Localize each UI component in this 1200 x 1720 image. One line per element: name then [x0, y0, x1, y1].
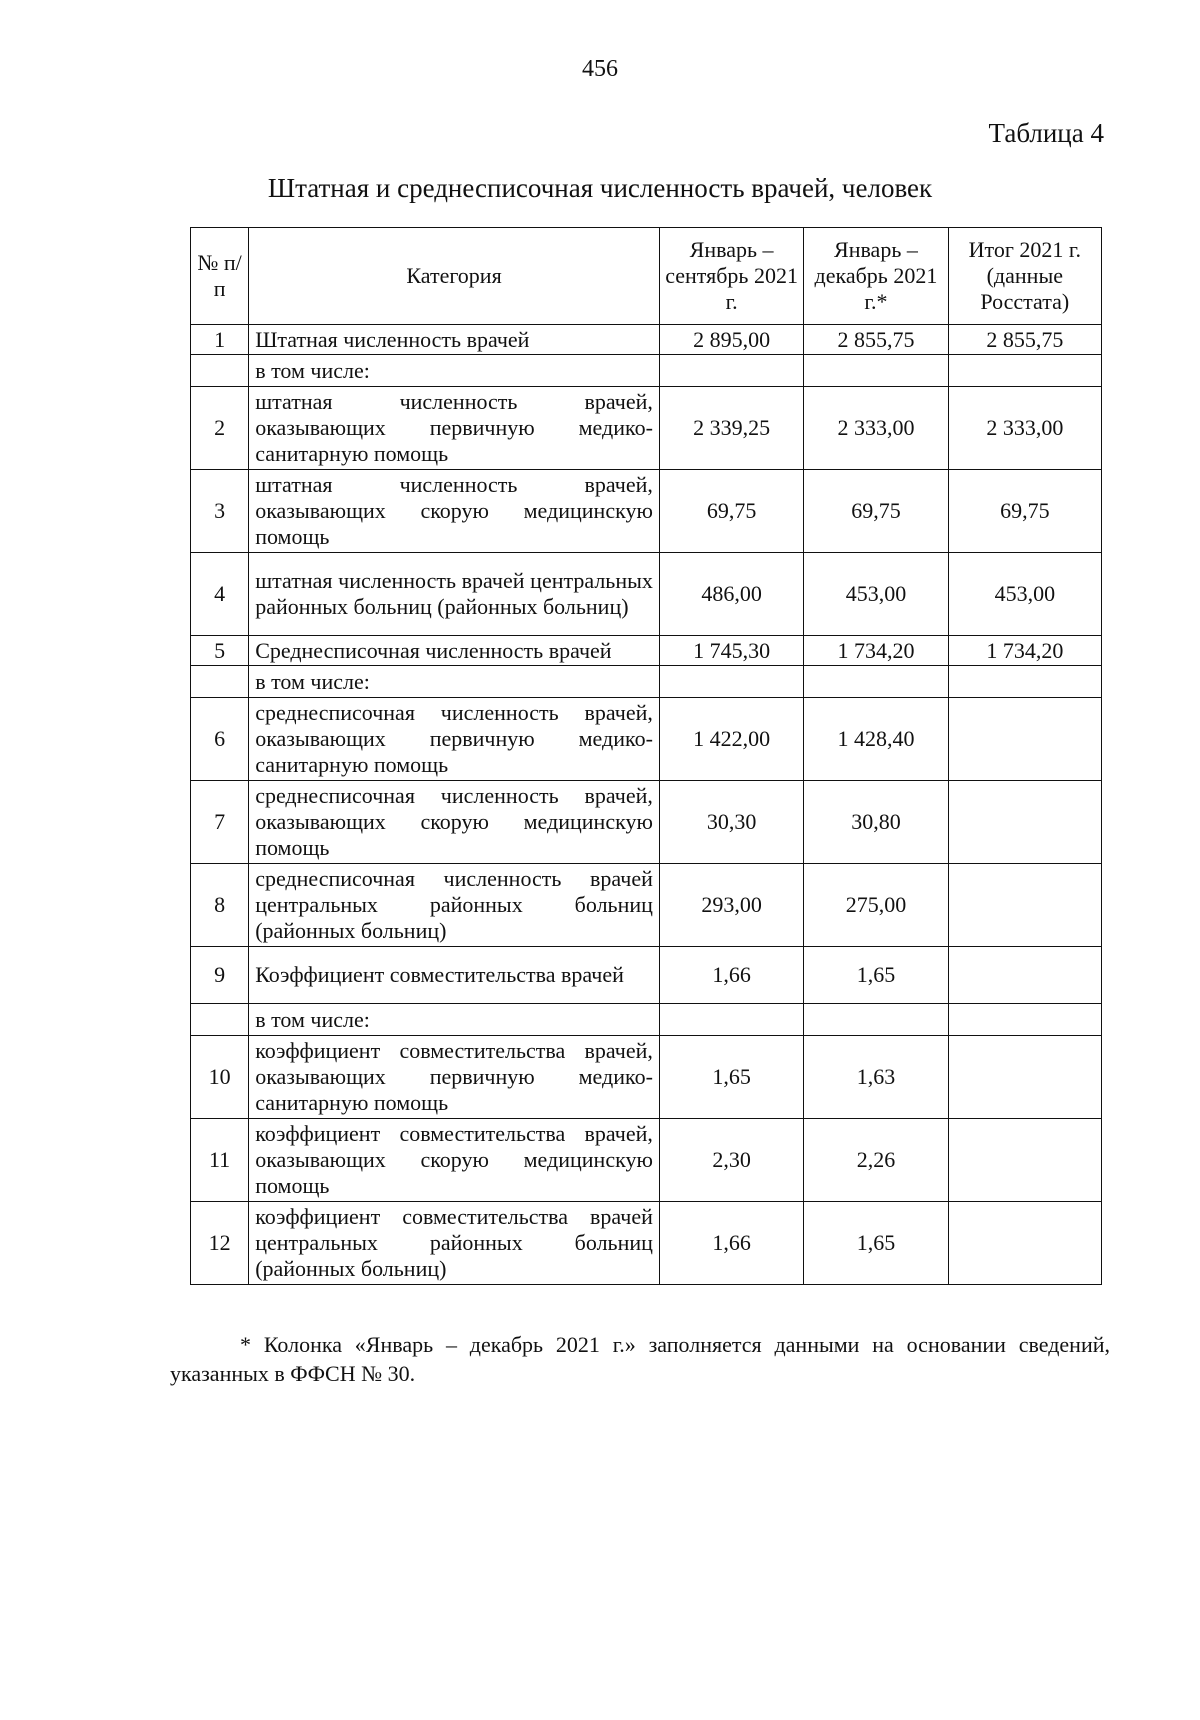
row-number: 1 — [191, 325, 249, 355]
value-total — [948, 947, 1101, 1004]
value-total — [948, 781, 1101, 864]
header-total-rosstat: Итог 2021 г. (данные Росстата) — [948, 228, 1101, 325]
value-jan-dec: 1 734,20 — [804, 636, 948, 666]
row-category: среднесписочная численность врачей, оказывающих скорую медицинскую помощь — [249, 781, 660, 864]
value-total: 1 734,20 — [948, 636, 1101, 666]
row-number: 9 — [191, 947, 249, 1004]
value-jan-dec: 2 855,75 — [804, 325, 948, 355]
row-number: 2 — [191, 387, 249, 470]
table-row — [191, 666, 1102, 698]
table-row — [191, 1036, 1102, 1119]
table-row — [191, 1004, 1102, 1036]
value-jan-dec: 30,80 — [804, 781, 948, 864]
value-total: 2 333,00 — [948, 387, 1101, 470]
page-number: 456 — [582, 56, 618, 82]
row-number: 8 — [191, 864, 249, 947]
table-row — [191, 636, 1102, 666]
table-row — [191, 781, 1102, 864]
row-category: Среднесписочная численность врачей — [249, 636, 660, 666]
value-total — [948, 698, 1101, 781]
header-jan-sep: Январь – сентябрь 2021 г. — [659, 228, 803, 325]
value-jan-sep: 69,75 — [659, 470, 803, 553]
table-row — [191, 470, 1102, 553]
row-number: 5 — [191, 636, 249, 666]
row-category: штатная численность врачей, оказывающих скорую медицинскую помощь — [249, 470, 660, 553]
row-category: коэффициент совместительства врачей центральных районных больниц (районных больниц) — [249, 1202, 660, 1285]
value-jan-dec: 1,65 — [804, 947, 948, 1004]
row-number — [191, 355, 249, 387]
value-jan-dec: 1 428,40 — [804, 698, 948, 781]
table-row — [191, 355, 1102, 387]
value-jan-sep: 1,66 — [659, 947, 803, 1004]
value-jan-sep: 30,30 — [659, 781, 803, 864]
header-category: Категория — [249, 228, 660, 325]
table-row — [191, 1119, 1102, 1202]
header-jan-dec: Январь – декабрь 2021 г.* — [804, 228, 948, 325]
value-jan-sep — [659, 355, 803, 387]
row-number: 10 — [191, 1036, 249, 1119]
value-total — [948, 1202, 1101, 1285]
table-label: Таблица 4 — [988, 118, 1104, 148]
row-category: штатная численность врачей центральных районных больниц (районных больниц) — [249, 553, 660, 636]
value-jan-dec: 275,00 — [804, 864, 948, 947]
row-category: штатная численность врачей, оказывающих первичную медико-санитарную помощь — [249, 387, 660, 470]
value-jan-sep: 1 745,30 — [659, 636, 803, 666]
row-category: в том числе: — [249, 1004, 660, 1036]
row-category: среднесписочная численность врачей, оказывающих первичную медико-санитарную помощь — [249, 698, 660, 781]
table-row — [191, 387, 1102, 470]
value-jan-dec: 453,00 — [804, 553, 948, 636]
value-jan-dec: 1,63 — [804, 1036, 948, 1119]
value-jan-sep: 2 895,00 — [659, 325, 803, 355]
table-title: Штатная и среднесписочная численность врачей, человек — [267, 173, 933, 203]
row-number: 12 — [191, 1202, 249, 1285]
table-row — [191, 325, 1102, 355]
table-row — [191, 947, 1102, 1004]
value-jan-dec: 2,26 — [804, 1119, 948, 1202]
row-number — [191, 666, 249, 698]
value-total — [948, 666, 1101, 698]
value-jan-sep: 1 422,00 — [659, 698, 803, 781]
footnote: * Колонка «Январь – декабрь 2021 г.» заполняется данными на основании сведений, указанных в ФФСН № 30. — [170, 1332, 1110, 1386]
table-row — [191, 1202, 1102, 1285]
row-category: в том числе: — [249, 666, 660, 698]
table-row — [191, 553, 1102, 636]
value-jan-sep: 1,66 — [659, 1202, 803, 1285]
value-jan-dec — [804, 1004, 948, 1036]
value-total — [948, 1004, 1101, 1036]
row-number: 11 — [191, 1119, 249, 1202]
value-jan-dec: 69,75 — [804, 470, 948, 553]
value-jan-sep: 486,00 — [659, 553, 803, 636]
value-jan-sep — [659, 666, 803, 698]
value-total — [948, 1119, 1101, 1202]
row-category: коэффициент совместительства врачей, оказывающих скорую медицинскую помощь — [249, 1119, 660, 1202]
row-category: Штатная численность врачей — [249, 325, 660, 355]
table-row — [191, 864, 1102, 947]
row-number: 3 — [191, 470, 249, 553]
value-jan-sep: 2,30 — [659, 1119, 803, 1202]
value-jan-sep — [659, 1004, 803, 1036]
row-number — [191, 1004, 249, 1036]
row-number: 6 — [191, 698, 249, 781]
row-category: среднесписочная численность врачей центральных районных больниц (районных больниц) — [249, 864, 660, 947]
value-jan-sep: 2 339,25 — [659, 387, 803, 470]
row-category: Коэффициент совместительства врачей — [249, 947, 660, 1004]
value-total: 2 855,75 — [948, 325, 1101, 355]
value-total — [948, 1036, 1101, 1119]
value-jan-sep: 1,65 — [659, 1036, 803, 1119]
value-jan-sep: 293,00 — [659, 864, 803, 947]
value-total — [948, 864, 1101, 947]
value-total: 453,00 — [948, 553, 1101, 636]
row-number: 4 — [191, 553, 249, 636]
table-row — [191, 698, 1102, 781]
value-jan-dec — [804, 666, 948, 698]
header-row — [191, 228, 1102, 325]
value-jan-dec: 2 333,00 — [804, 387, 948, 470]
row-category: коэффициент совместительства врачей, оказывающих первичную медико-санитарную помощь — [249, 1036, 660, 1119]
value-jan-dec: 1,65 — [804, 1202, 948, 1285]
staffing-table — [190, 227, 1102, 1285]
row-category: в том числе: — [249, 355, 660, 387]
value-jan-dec — [804, 355, 948, 387]
header-num: № п/п — [191, 228, 249, 325]
row-number: 7 — [191, 781, 249, 864]
value-total: 69,75 — [948, 470, 1101, 553]
value-total — [948, 355, 1101, 387]
